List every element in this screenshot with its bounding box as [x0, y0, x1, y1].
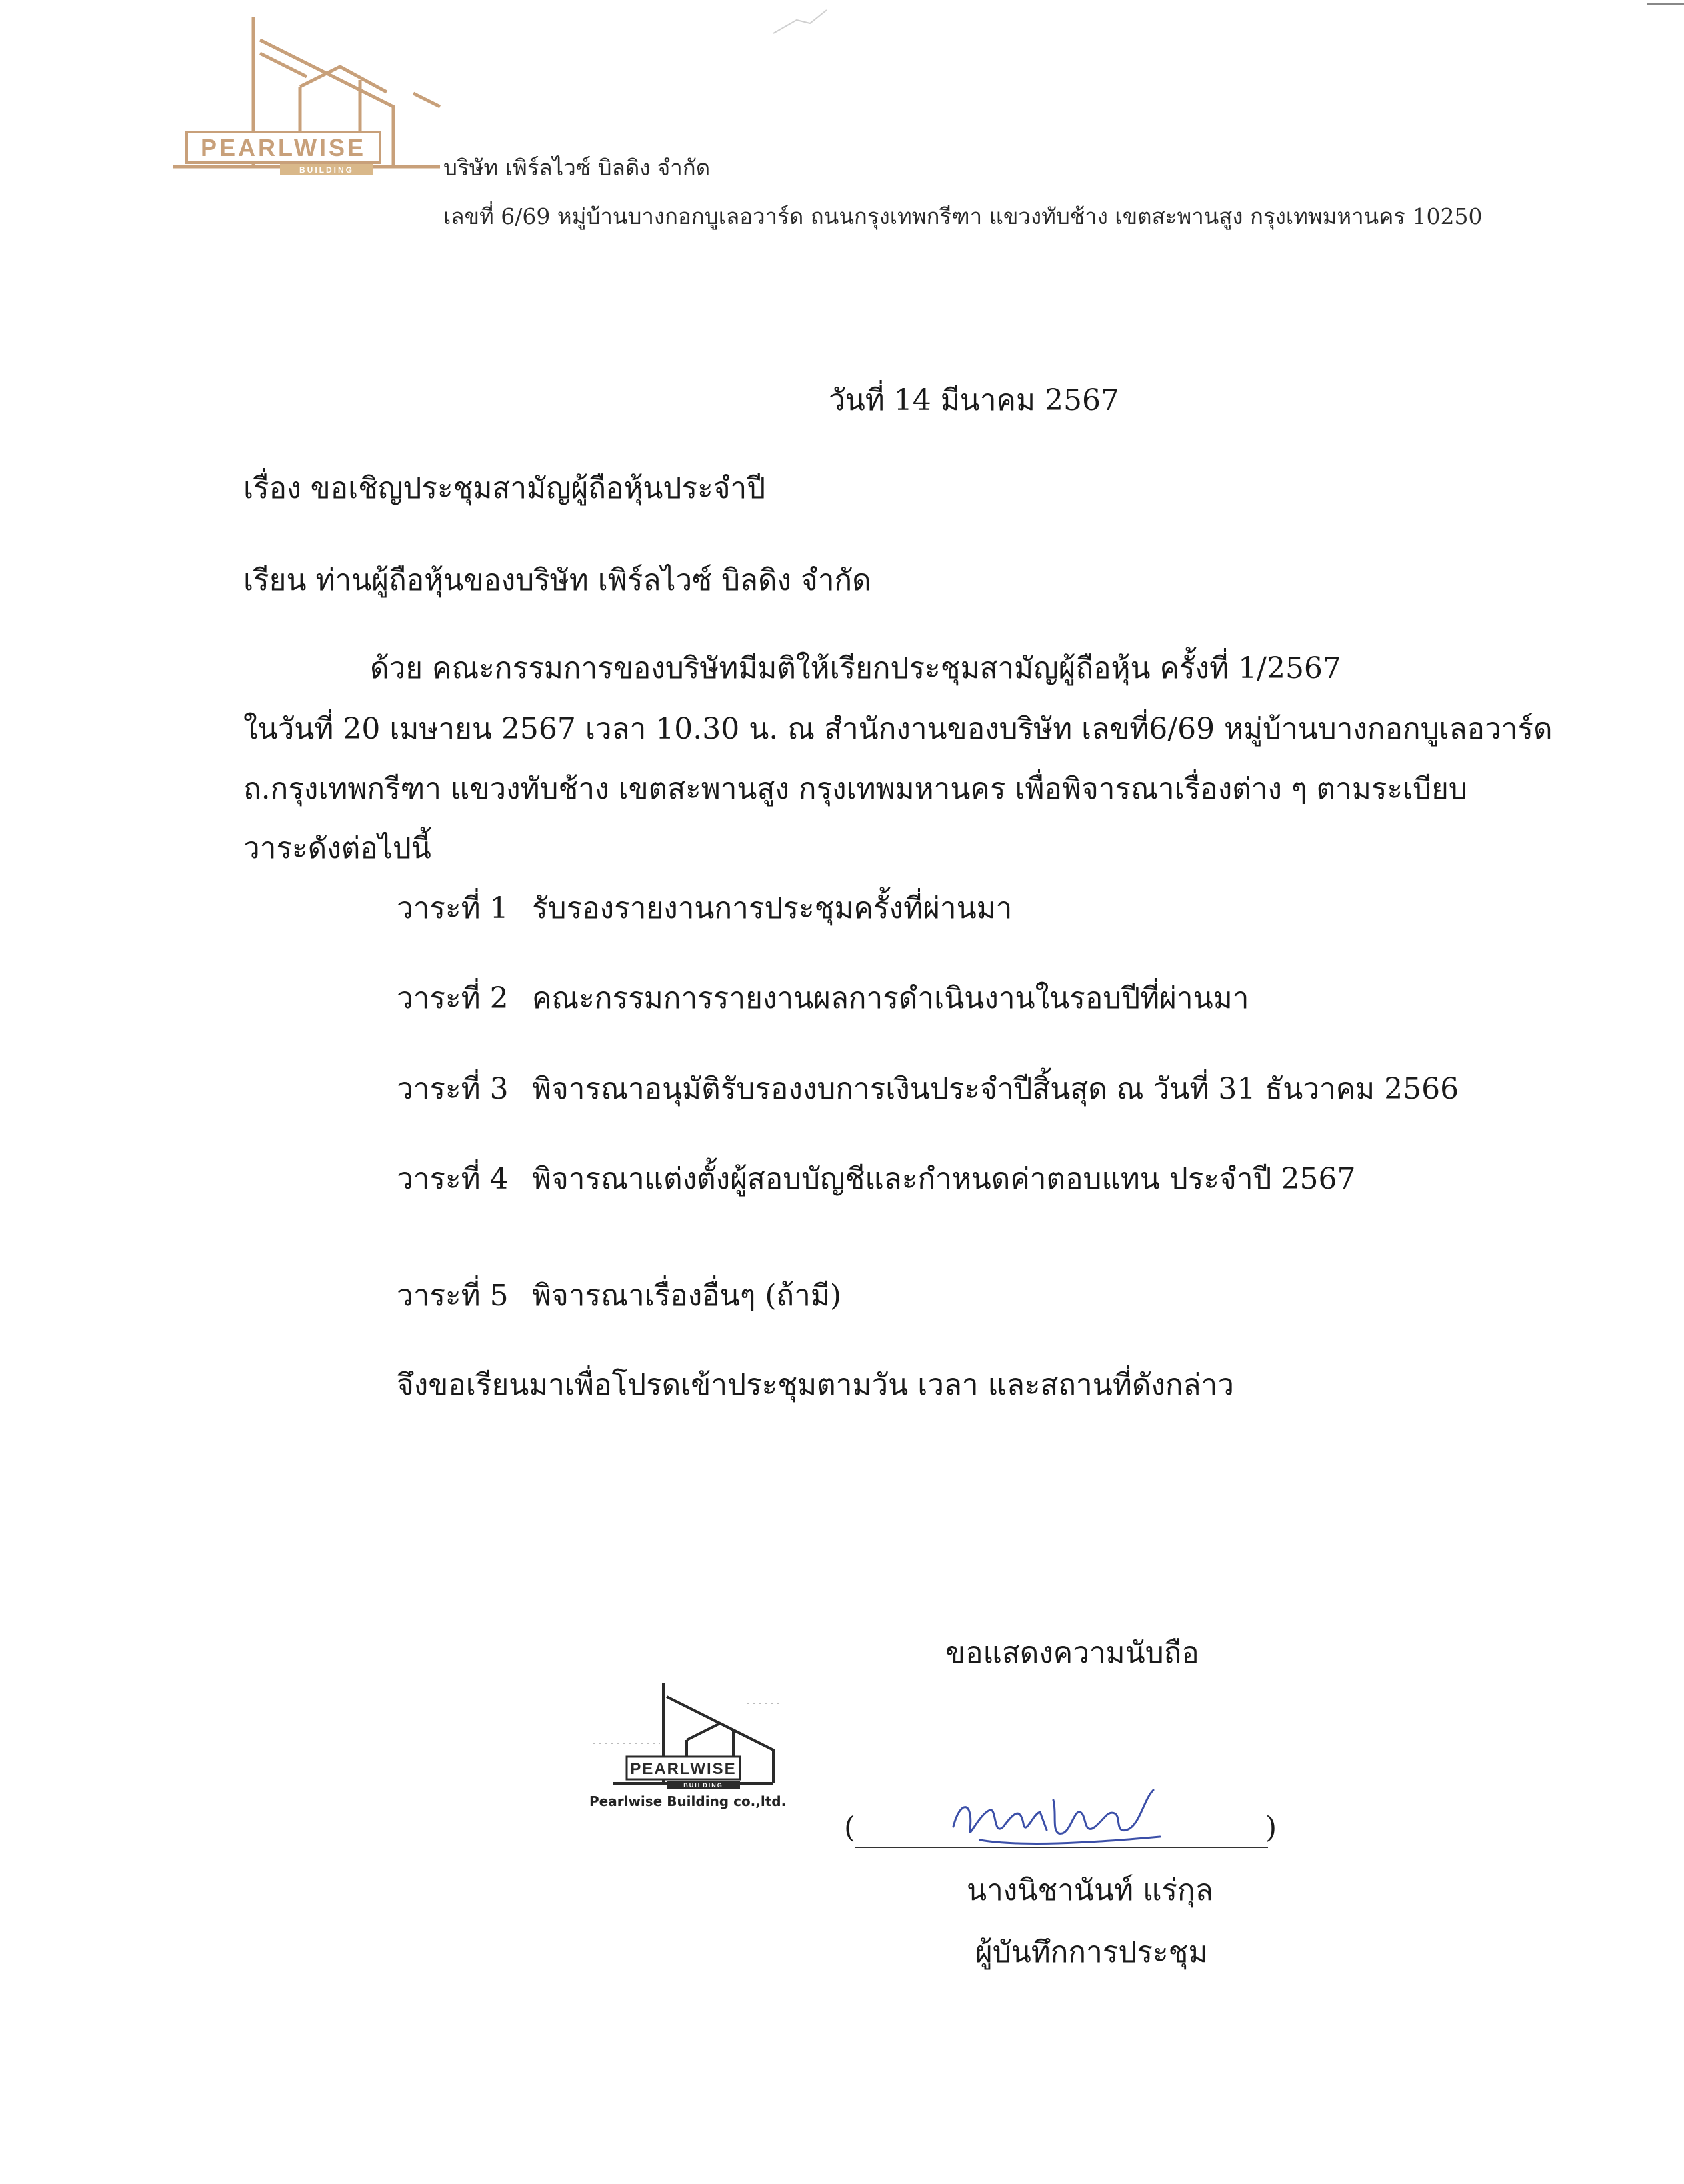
agenda-number: วาระที่ 4 [397, 1162, 509, 1196]
scan-artifact [770, 7, 830, 40]
body-line: วาระดังต่อไปนี้ [243, 831, 431, 865]
letter-date: วันที่ 14 มีนาคม 2567 [829, 383, 1119, 417]
signer-role: ผู้บันทึกการประชุม [975, 1935, 1208, 1969]
company-logo [167, 13, 447, 180]
handwritten-signature [940, 1773, 1180, 1853]
stamp-logo-text: PEARLWISE [630, 1760, 737, 1778]
company-address: เลขที่ 6/69 หมู่บ้านบางกอกบูเลอวาร์ด ถนนกรุงเทพกรีฑา แขวงทับช้าง เขตสะพานสูง กรุงเทพมหานคร 10250 [443, 203, 1483, 229]
company-name: บริษัท เพิร์ลไวซ์ บิลดิง จำกัด [443, 155, 711, 181]
body-line: ด้วย คณะกรรมการของบริษัทมีมติให้เรียกประชุมสามัญผู้ถือหุ้น ครั้งที่ 1/2567 [370, 651, 1341, 685]
agenda-number: วาระที่ 3 [397, 1072, 509, 1106]
stamp-caption: Pearlwise Building co.,ltd. [589, 1793, 787, 1809]
signature-open-paren: ( [844, 1811, 856, 1845]
agenda-item: คณะกรรมการรายงานผลการดำเนินงานในรอบปีที่ผ่านมา [532, 981, 1249, 1015]
closing-line: จึงขอเรียนมาเพื่อโปรดเข้าประชุมตามวัน เวลา และสถานที่ดังกล่าว [397, 1368, 1234, 1402]
signature-close-paren: ) [1265, 1811, 1277, 1845]
body-line: ถ.กรุงเทพกรีฑา แขวงทับช้าง เขตสะพานสูง กรุงเทพมหานคร เพื่อพิจารณาเรื่องต่าง ๆ ตามระเบียบ [243, 772, 1467, 806]
regards-line: ขอแสดงความนับถือ [945, 1636, 1199, 1670]
agenda-number: วาระที่ 1 [397, 891, 509, 925]
agenda-item: พิจารณาแต่งตั้งผู้สอบบัญชีและกำหนดค่าตอบแทน ประจำปี 2567 [532, 1162, 1356, 1196]
stamp-logo-subtext: BUILDING [683, 1782, 723, 1789]
logo-text: PEARLWISE [200, 134, 367, 161]
letter-subject: เรื่อง ขอเชิญประชุมสามัญผู้ถือหุ้นประจำปี [243, 471, 766, 505]
signer-name: นางนิชานันท์ แร่กุล [967, 1873, 1213, 1907]
body-line: ในวันที่ 20 เมษายน 2567 เวลา 10.30 น. ณ สำนักงานของบริษัท เลขที่6/69 หมู่บ้านบางกอกบูเลอวาร์ด [243, 712, 1553, 746]
agenda-number: วาระที่ 5 [397, 1279, 509, 1313]
scan-corner-mark [1647, 0, 1684, 13]
agenda-item: พิจารณาอนุมัติรับรองงบการเงินประจำปีสิ้นสุด ณ วันที่ 31 ธันวาคม 2566 [532, 1072, 1459, 1106]
agenda-number: วาระที่ 2 [397, 981, 509, 1015]
letter-salutation: เรียน ท่านผู้ถือหุ้นของบริษัท เพิร์ลไวซ์ บิลดิง จำกัด [243, 563, 871, 597]
logo-subtext: BUILDING [299, 165, 354, 175]
agenda-item: รับรองรายงานการประชุมครั้งที่ผ่านมา [532, 891, 1013, 925]
agenda-item: พิจารณาเรื่องอื่นๆ (ถ้ามี) [532, 1279, 842, 1313]
